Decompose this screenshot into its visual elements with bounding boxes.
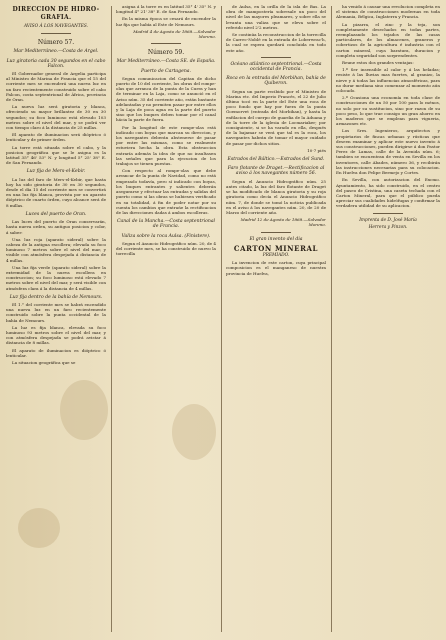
notice-heading: Roca en la entrada del Morbihan, bahía de Quiberon. [226,76,326,87]
paragraph: Las luces del puerto de Oran conservarán, hasta nueva orden, su antiguo posicion y color, á saber: [6,219,106,235]
paragraph: En la misma época se cesará de encender la luz fija que había al Este de Nemours. [116,16,216,27]
paragraph: 2.ª Ocasiona una economía en toda clase de construcciones de un 50 por 100 para lo ménos, no solo por su sustitucion, sino por razon de su poco peso, lo que trae consigo un gran ahorro en los maderos que se emplean para vigueria, armazones etc. [336,95,440,127]
paragraph: La nueva luz será giratoria y blanca, ofreciendo su mayor brillantez de 30 en 30 segundos; su foco luminoso está elevado 103 metros sobre el nivel del mar, y se podrá ver con tiempo claro á la distancia de 25 millas. [6,104,106,131]
paragraph: El aparato de iluminacion es dióptrico ó lenticular. [6,347,106,358]
advert-tagline: El gran invento del dia [249,236,303,242]
section-title: DIRECCION DE HIDRO-GRAFIA. [12,6,100,21]
divider [41,33,71,34]
location-heading: Mar Mediterráneo.—Costa SE. de España. [116,59,216,65]
paragraph: Una luz fija verde (aparato sideral) sobre la extremidad de la nueva escollera en construccion; su foco luminoso está elevado 7 metros sobre el nivel del mar, y será visible con atmósfera clara á la distancia de 4 millas. [6,264,106,291]
paragraph: La invencion de este carton, cuya principal composicion es el manganeso de nuestra provincia de Huelva, [226,260,326,276]
paragraph: La pizarra, el zinc y la teja, son completamente desechados en todas partes, reemplazando los tejados de las casas particulares, de los almacenes, graneros y cobertizos de la agricultura é industria con el carton mineral, cuya baratura, duracion y completa seguridad son sorprendentes. [336,21,440,58]
column-rule [331,6,332,632]
paragraph: El Gobernador general de Argelia participa al Ministro de Marina de Francia que el 15 del corriente mes se encenderá una nueva luz en un faro recientemente construido sobre el cabo Falcon, costa septentrional de África, provincia de Oran. [6,71,106,103]
signature-line: Madrid 12 de Agosto de 1868.—Salvador Moreno. [240,217,326,228]
section-subtitle: AVISO Á LOS NAVEGANTES. [23,24,89,29]
paragraph: La luz del faro de Mers-el-Kebir, que hasta hoy ha sido giratoria de 30 en 30 segundos, desde el día 15 del corriente mes se convertirá en una luz fija blanca, provista por un aparato dióptrico de cuarto órden, cuyo alcance será de 8 millas. [6,176,106,208]
column-rule [221,6,222,632]
divider [261,232,291,233]
paragraph: El aparato de iluminacion será dióptrico ó lenticular y de primer órden. [6,132,106,143]
notice-heading: Luz fija de Mers-el-Kebir. [26,169,86,175]
notice-heading: Valiza sobre la roca Aulsa. (Finistere). [121,233,211,239]
notice-heading: Puerto de Cartagena. [140,68,191,74]
location-heading: Mar Mediterráneo.—Costa de Argel. [13,49,99,55]
column-3 [226,4,326,636]
paragraph: En Sevilla, con autorizacion del Excmo. Ayuntamiento, ha sido construido, en el centro del paseo de Cristina, una caseta techada con el Carton Mineral, para que el público pueda apreciar sus cualidades hidrófugas y confirmar la verdadera utilidad de su aplicacion. [336,177,440,209]
divider [151,43,181,44]
advert-title: CARTON MINERAL [233,243,319,253]
paragraph: Por la longitud de este rompe-olas está indicado con boyas que marcan su direccion, y los navegantes deberán abstenerse de pasar por entre las mismas, como se realmente estuviera hecha la obra. Esta obstruccion entraría además la idea de que no insultasen las señales que para la ejecucion de los trabajos se tienen puestas. [116,124,216,167]
advert-subtitle: PREMIADO. [262,252,290,258]
notice-heading: Faro flotante de Draget.—Rectificacion al aviso á los navegantes número 56. [227,166,325,177]
location-heading: Canal de la Mancha.—Costa septentrional de Francia. [116,219,216,230]
paragraph: La luz es fija blanca, elevada su foco luminoso 93 metros sobre el nivel del mar, y con atmósfera despejada se podrá avistar á distancia de 8 millas. [6,324,106,346]
paragraph: La torre está situada sobre el cabo, y la posicion geográfica que se le asigna es la latitud 35° 46' 53" N. y longitud 5° 25' 38" E. de San Fernando. [6,144,106,166]
paragraph: La situacion geográfica que se [12,359,76,365]
notice-heading: Luz fija dentro de la bahía de Nemours. [9,294,103,300]
paragraph: asigna á la torre es en latitud 35° 4' 35" N. y longitud 4° 21' 38" E. de San Fernando. [116,4,216,15]
notice-number: Número 59. [147,49,185,57]
location-heading: Océano atlántico septentrional.—Costa occidental de Francia. [230,61,322,73]
divider [373,213,403,214]
divider [261,57,291,58]
measurement-note: 10·7 piés [307,147,326,153]
column-4 [336,4,440,636]
paragraph: El 1.° del corriente mes se habrá encendido una nueva luz en un faro recientemente construido sobre la punta occidental de la bahía de Nemours. [6,301,106,323]
column-1 [6,4,106,636]
notice-number: Número 57. [37,39,75,47]
location-heading: Estrados del Báltico.—Estrados del Sund. [227,157,325,163]
paragraph: Se continúa la reconstruccion de la torrecilla de Carrec-Noblé en la entrada de Loberwrac'h, la cual se espera quedará concluida en todo este año. [226,32,326,53]
column-rule [111,6,112,632]
paragraph: ha venido á causar una revolucion completa en el sistema de construcciones modernas en toda Alemania, Bélgica, Inglaterra y Francia. [336,4,440,20]
column-2 [116,4,216,636]
paragraph: Segun el Anuncio Hidrográfico núm. 25 antes citado, la luz del faro flotante de Draget se ha modificado de blanca giratoria y su roja giratoria como decía el Anuncio Hidrográfico núm. 7, de donde se tomó la noticia publicada en el aviso á los navegantes núm. 20, de 20 de Marzo del corriente año. [226,178,326,215]
paragraph: Una luz roja (aparato sideral) sobre la cabeza de la antigua escollera; elevada su foco luminoso 7 metros sobre el nivel del mar, y visible con atmósfera despejada á distancia de 4 millas. [6,236,106,263]
paragraph: Los Sres. Ingenieros, arquitectos y propietarios de fincas urbanas y rústicas que deseen examinar y aplicar este nuevo invento á sus construcciones, pueden dirigirse á don Pastor Perez de Lamas, calle de la Avenida núm. 6; tambien se encuentran de venta en Sevilla en los inventores, calle Abades, número 36, y recibirán las instrucciones necesarias para su colocacion. En Huelva don Felipe Bermejo y Cortes. [336,128,440,176]
paragraph: de Aulsa, en la orilla de la isla de Bas. La obra de mampostería sobresale un poco del nivel de las mayores pleamares, y sobre ella se levanta una valiza que se eleva sobre el referido nivel 2'2 metros. [226,4,326,30]
paragraph: Segun un parte recibido por el Ministro de Marina etc. del Imperio Francés, el 22 de Julio último tocó en la parte del Este una roca de poco fondo que hay por fuera de la punta Goemorvet (entrada del Morbihan), y hasta la enfilacion del cuerpo de guardia de la Aduana y de la torre de la iglesia de Locmariaker; por consiguiente, si se ha varado en ella, después de la bajamar se verá que tal es la roca, los navegantes habrán de tomar el mayor cuidado de pasar por dichos sitios. [226,88,326,146]
paragraph: Reune estos dos grandes ventajas: [342,60,414,66]
paragraph: Segun el Anuncio Hidrográfico núm. 20, de 4 del corriente mes, se ha construido de nuevo la torrecilla [116,240,216,257]
paragraph: Con respecto al rompe-olas que debe arrancar de la punta de Navidad, como no está empezado todavía, pero sí indicado con boyas, los buques entrantes y salientes deberán asegurarse y efectuar las entradas y salidas del puerto como si las obras se hubiesen verificado en su totalidad, á fin de poder notar por su cuenta los cambios que entrañe la rectificacion de las direcciones dadas á ambos escolleras. [116,168,216,215]
signature-line: Madrid 4 de Agosto de 1868.—Salvador Moreno. [133,28,216,40]
printer-imprint: Imprenta de D. José María [359,217,417,223]
printer-imprint: Herrera y Pinzon. [368,224,408,230]
paragraph: Segun comunicacion del Capitan de dicho puerto de 10 del corriente, los obras del rompe-olas que arranca de la punta de la Curra y han de terminar en la Laja, como se anunció en el Aviso núm. 35 del corriente año, están bastante adelantadas y no permiten pasar por entre ellos y la Laja de poca agua en la parte del puerto sino que los buques deben tomar por el canal hácia la parte de fuera. [116,75,216,123]
notice-heading: Luces del puerto de Oran. [25,211,87,217]
paragraph: 1.ª Ser insensible al calor y á las heladas; resiste á las lluvias mas fuertes, al granizo, la nieve y á todas las influencias atmosféricas, para no durar mediana sino comenzar al momento aún colocado. [336,67,440,94]
notice-heading: Luz giratoria cada 30 segundos en el cabo Falcon. [6,58,106,69]
